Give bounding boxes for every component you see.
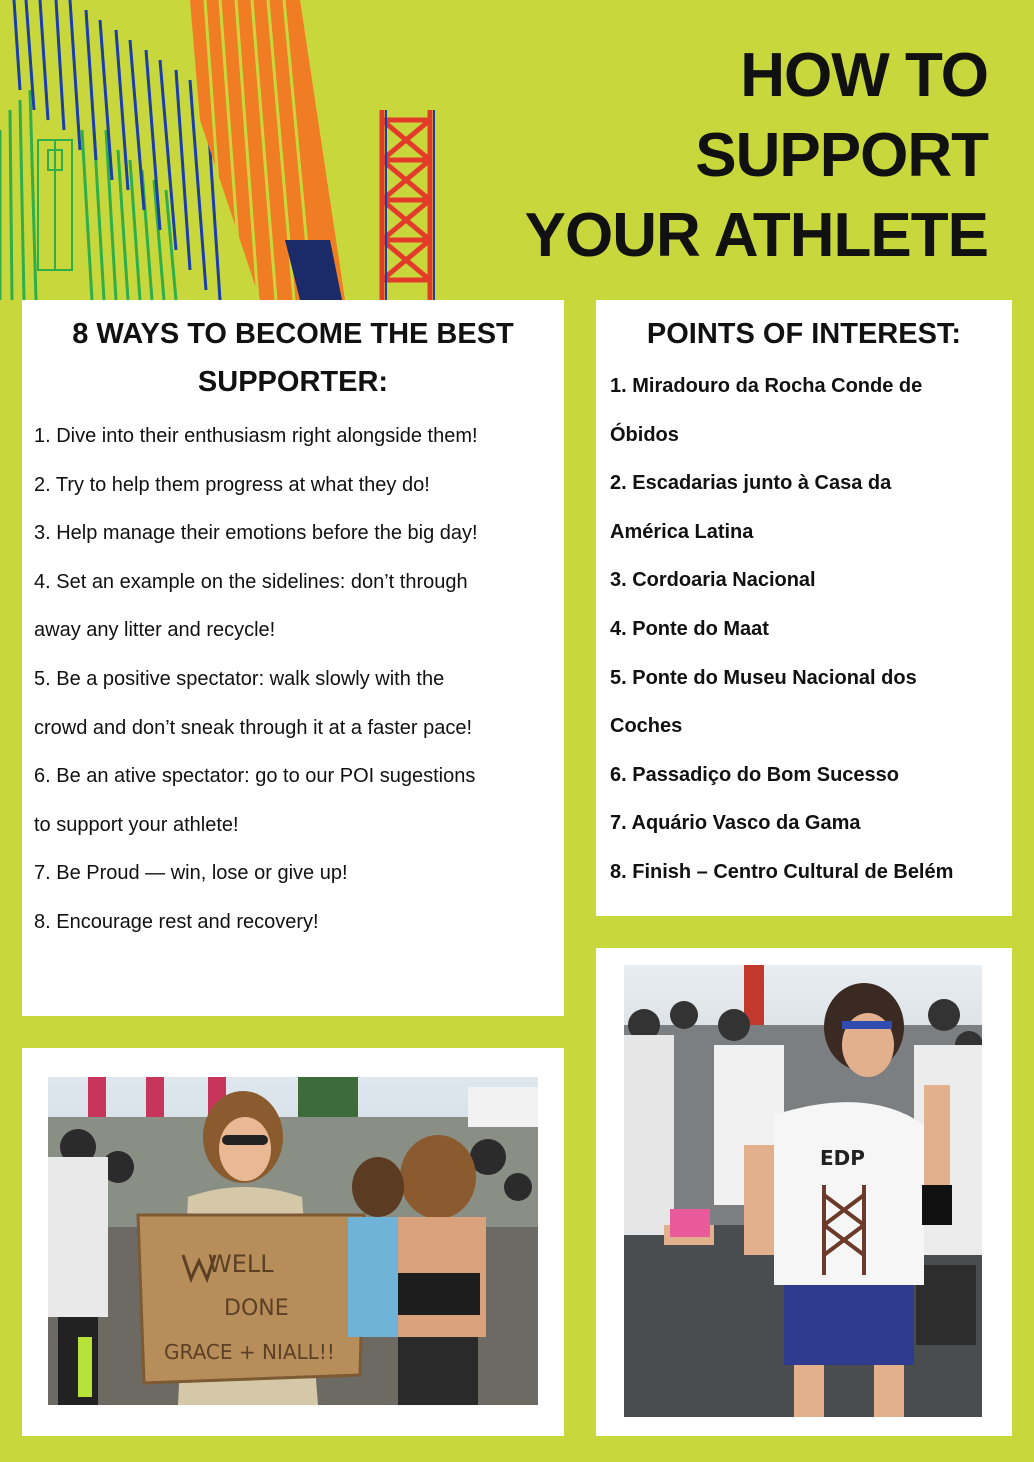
title-line-2: SUPPORT [695,121,988,190]
ways-line: 5. Be a positive spectator: walk slowly with the [34,667,445,690]
sign-line-1: WELL [208,1250,274,1278]
shirt-logo: EDP [820,1146,865,1170]
title-line-3: YOUR ATHLETE [524,201,988,270]
poi-line: 7. Aquário Vasco da Gama [610,812,861,835]
ways-line: 6. Be an ative spectator: go to our POI sugestions [34,765,476,788]
ways-heading: 8 WAYS TO BECOME THE BEST SUPPORTER: [72,318,514,398]
bridge-stripes-graphic [0,0,440,300]
ways-line: 2. Try to help them progress at what they do! [34,473,430,496]
poi-line: 3. Cordoaria Nacional [610,569,816,592]
poi-card [596,300,1012,916]
poi-line: Óbidos [610,423,679,446]
blue-stripes [14,0,220,300]
ways-card [22,300,564,1016]
ways-list [22,406,564,947]
ways-line: to support your athlete! [34,813,239,836]
ways-line: 7. Be Proud — win, lose or give up! [34,862,348,885]
green-stripes [0,90,176,300]
poi-list [596,358,1012,897]
title-line-1: HOW TO [740,41,988,110]
poi-line: 1. Miradouro da Rocha Conde de [610,375,923,397]
poi-heading: POINTS OF INTEREST: [646,318,962,350]
poi-line: Coches [610,715,683,738]
poi-line: 6. Passadiço do Bom Sucesso [610,763,899,786]
sign-line-3: GRACE + NIALL!! [164,1340,335,1364]
ways-line: 4. Set an example on the sidelines: don’t through [34,570,468,593]
supporter-photo [48,1077,538,1405]
poi-line: 5. Ponte do Museu Nacional dos [610,666,917,689]
poi-line: 4. Ponte do Maat [610,617,769,640]
ways-line: away any litter and recycle! [34,619,276,642]
poi-line: América Latina [610,520,754,543]
red-tower-icon [382,110,430,300]
runner-photo [624,965,982,1417]
ways-line: crowd and don’t sneak through it at a faster pace! [34,716,473,739]
poi-line: 8. Finish – Centro Cultural de Belém [610,860,954,883]
poi-line: 2. Escadarias junto à Casa da [610,472,892,495]
sign-line-2: DONE [224,1296,289,1321]
tower-outline [38,140,72,270]
ways-line: 8. Encourage rest and recovery! [34,910,319,933]
poster-title [525,36,988,276]
ways-line: 3. Help manage their emotions before the big day! [34,522,478,545]
ways-line: 1. Dive into their enthusiasm right alongside them! [34,425,478,447]
